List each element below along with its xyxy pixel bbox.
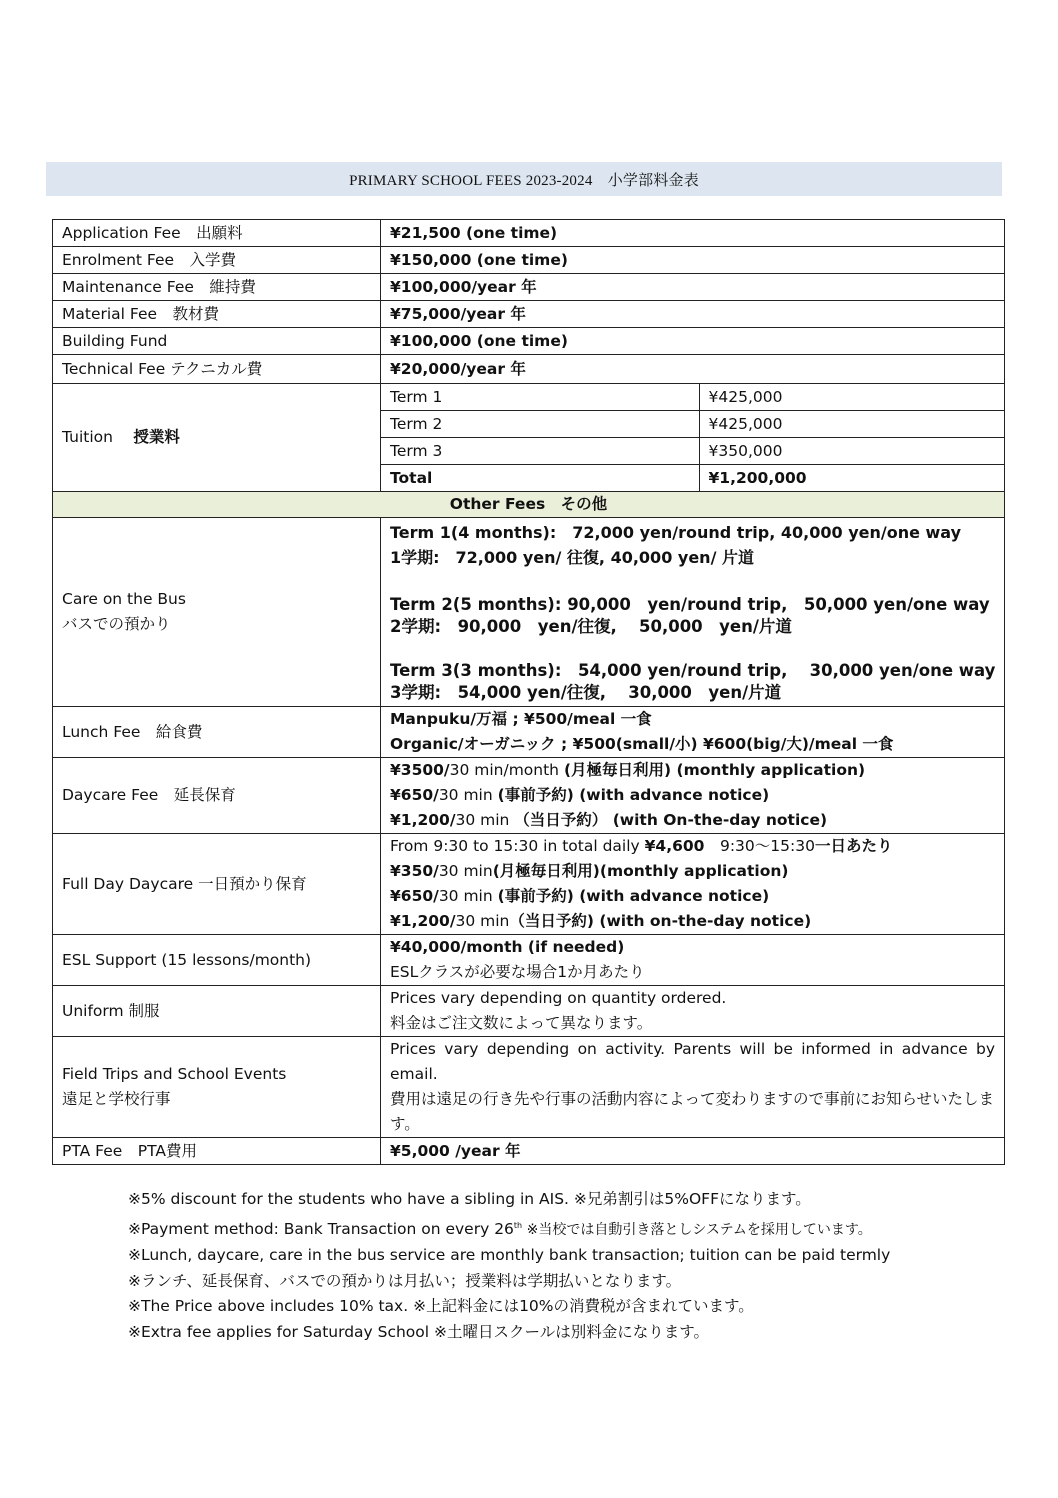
uniform-row (53, 986, 1005, 1037)
esl-row (53, 935, 1005, 986)
table-row (53, 355, 1005, 384)
bus-line: 1学期: 72,000 yen/ 往復, 40,000 yen/ 片道 (390, 548, 754, 567)
bus-line: 3学期: 54,000 yen/往復, 30,000 yen/片道 (390, 683, 782, 702)
bus-line: Term 2(5 months): 90,000 yen/round trip, 50,000 yen/one way (390, 595, 990, 614)
row-label: Enrolment Fee 入学費 (53, 247, 381, 274)
row-label: Maintenance Fee 維持費 (53, 274, 381, 301)
fullday-line: ¥350/30 min(月極毎日利用)(monthly application) (390, 862, 789, 880)
footnotes (128, 1187, 890, 1345)
field-details (381, 1037, 1005, 1138)
daycare-row (53, 758, 1005, 834)
field-row (53, 1037, 1005, 1138)
row-value: ¥20,000/year 年 (381, 355, 1005, 384)
fullday-row (53, 834, 1005, 935)
row-value: ¥100,000/year 年 (381, 274, 1005, 301)
footnote: ※5% discount for the students who have a sibling in AIS. ※兄弟割引は5%OFFになります。 (128, 1190, 811, 1208)
bus-row (53, 518, 1005, 707)
total-label: Total (381, 465, 699, 492)
tuition-row (53, 384, 1005, 492)
section-header-row (53, 492, 1005, 518)
bus-details (381, 518, 1005, 707)
tuition-table (381, 384, 1004, 491)
esl-details (381, 935, 1005, 986)
bus-label-jp: バスでの預かり (62, 615, 171, 633)
lunch-details (381, 707, 1005, 758)
pta-value: ¥5,000 /year 年 (381, 1138, 1005, 1165)
field-text-en: Prices vary depending on activity. Parents will be informed in advance by email. (390, 1040, 995, 1083)
term-name: Term 3 (381, 438, 699, 465)
uniform-label: Uniform 制服 (53, 986, 381, 1037)
table-row (53, 220, 1005, 247)
field-text-jp: 費用は遠足の行き先や行事の活動内容によって変わりますので事前にお知らせいたします。 (390, 1090, 995, 1133)
term-amount: ¥425,000 (699, 411, 1004, 438)
footnote: ※Extra fee applies for Saturday School ※土曜日スクールは別料金になります。 (128, 1322, 709, 1341)
row-label: Technical Fee テクニカル費 (53, 355, 381, 384)
term-name: Term 1 (381, 384, 699, 411)
field-label-jp: 遠足と学校行事 (62, 1090, 171, 1108)
row-label: Application Fee 出願料 (53, 220, 381, 247)
table-row (53, 274, 1005, 301)
row-value: ¥75,000/year 年 (381, 301, 1005, 328)
bus-line: Term 1(4 months): 72,000 yen/round trip, 40,000 yen/one way (390, 523, 962, 542)
fullday-label: Full Day Daycare 一日預かり保育 (53, 834, 381, 935)
daycare-line: ¥1,200/30 min （当日予約） (with On-the-day notice) (390, 811, 828, 829)
row-label: Material Fee 教材費 (53, 301, 381, 328)
bus-line: Term 3(3 months): 54,000 yen/round trip, 30,000 yen/one way (390, 661, 996, 680)
esl-line: ESLクラスが必要な場合1か月あたり (390, 963, 645, 981)
fullday-line: ¥1,200/30 min（当日予約) (with on-the-day notice) (390, 912, 812, 930)
term-amount: ¥350,000 (699, 438, 1004, 465)
field-label (53, 1037, 381, 1138)
uniform-line: 料金はご注文数によって異なります。 (390, 1014, 653, 1032)
table-row (53, 247, 1005, 274)
fullday-line: ¥650/30 min (事前予約) (with advance notice) (390, 887, 770, 905)
tuition-label-jp: 授業料 (133, 428, 180, 446)
tuition-label-en: Tuition (62, 428, 113, 446)
esl-line: ¥40,000/month (if needed) (390, 938, 625, 956)
footnote: ※Lunch, daycare, care in the bus service are monthly bank transaction; tuition can be paid termly (128, 1246, 891, 1265)
tuition-terms (381, 384, 1005, 492)
uniform-line: Prices vary depending on quantity ordered. (390, 989, 727, 1007)
fullday-details (381, 834, 1005, 935)
row-label: Building Fund (53, 328, 381, 355)
footnote: ※Payment method: Bank Transaction on every 26th ※当校では自動引き落としシステムを採用しています。 (128, 1219, 872, 1238)
fees-table (52, 219, 1005, 1165)
footnote: ※ランチ、延長保育、バスでの預かりは月払い；授業料は学期払いとなります。 (128, 1271, 682, 1290)
total-amount: ¥1,200,000 (708, 469, 807, 487)
row-value: ¥150,000 (one time) (381, 247, 1005, 274)
tuition-label (53, 384, 381, 492)
other-fees-header: Other Fees その他 (53, 492, 1005, 518)
uniform-details (381, 986, 1005, 1037)
daycare-label: Daycare Fee 延長保育 (53, 758, 381, 834)
footnote: ※The Price above includes 10% tax. ※上記料金には10%の消費税が含まれています。 (128, 1297, 754, 1316)
page-title (46, 162, 1002, 196)
daycare-line: ¥650/30 min (事前予約) (with advance notice) (390, 786, 770, 804)
row-value: ¥100,000 (one time) (381, 328, 1005, 355)
daycare-details (381, 758, 1005, 834)
tuition-term-row (381, 438, 1004, 465)
term-amount: ¥425,000 (699, 384, 1004, 411)
table-row (53, 301, 1005, 328)
esl-label: ESL Support (15 lessons/month) (53, 935, 381, 986)
tuition-term-row (381, 411, 1004, 438)
table-row (53, 328, 1005, 355)
field-label-en: Field Trips and School Events (62, 1065, 287, 1083)
pta-label: PTA Fee PTA費用 (53, 1138, 381, 1165)
page-title-text: PRIMARY SCHOOL FEES 2023-2024 小学部料金表 (349, 172, 699, 189)
daycare-line: ¥3500/30 min/month (月極毎日利用) (monthly application) (390, 761, 866, 779)
bus-line: 2学期: 90,000 yen/往復, 50,000 yen/片道 (390, 617, 792, 636)
bus-label (53, 518, 381, 707)
tuition-total-row (381, 465, 1004, 492)
bus-label-en: Care on the Bus (62, 590, 186, 608)
row-value: ¥21,500 (one time) (381, 220, 1005, 247)
fullday-line: From 9:30 to 15:30 in total daily ¥4,600 9:30～15:30一日あたり (390, 837, 893, 855)
lunch-label: Lunch Fee 給食費 (53, 707, 381, 758)
term-name: Term 2 (381, 411, 699, 438)
lunch-line: Organic/オーガニック ; ¥500(small/小) ¥600(big/大)/meal 一食 (390, 735, 894, 753)
lunch-line: Manpuku/万福 ; ¥500/meal 一食 (390, 710, 652, 728)
tuition-term-row (381, 384, 1004, 411)
pta-row (53, 1138, 1005, 1165)
lunch-row (53, 707, 1005, 758)
